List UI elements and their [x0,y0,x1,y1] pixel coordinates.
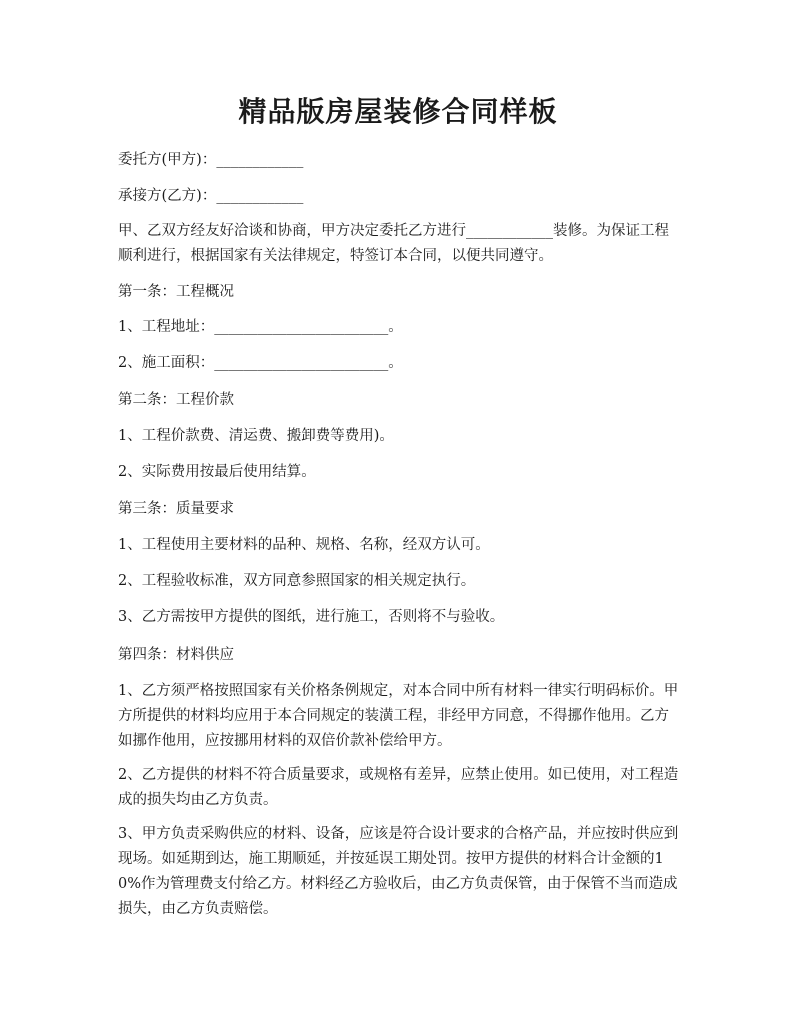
article-3-heading: 第三条：质量要求 [118,501,234,517]
article-2-heading: 第二条：工程价款 [118,392,234,408]
article-1-heading: 第一条：工程概况 [118,284,234,300]
article-1-item-2: 2、施工面积：________________________。 [118,355,403,371]
article-2-item-1: 1、工程价款费、清运费、搬卸费等费用)。 [118,428,394,444]
article-4-heading: 第四条：材料供应 [118,647,234,663]
article-3-item-3: 3、乙方需按甲方提供的图纸，进行施工，否则将不与验收。 [118,609,505,625]
article-1-item-1: 1、工程地址：________________________。 [118,319,403,335]
article-4-item-2: 2、乙方提供的材料不符合质量要求，或规格有差异，应禁止使用。如已使用，对工程造成的损失均由乙方负责。 [118,767,679,808]
article-4-item-1: 1、乙方须严格按照国家有关价格条例规定，对本合同中所有材料一律实行明码标价。甲方所提供的材料均应用于本合同规定的装潢工程，非经甲方同意，不得挪作他用。乙方如挪作他用，应按挪用材料的双倍价款补偿给甲方。 [118,683,679,749]
document-title: 精品版房屋装修合同样板 [238,95,558,128]
article-3-item-1: 1、工程使用主要材料的品种、规格、名称，经双方认可。 [118,537,490,553]
article-4-item-3: 3、甲方负责采购供应的材料、设备，应该是符合设计要求的合格产品，并应按时供应到现场。如延期到达，施工期顺延，并按延误工期处罚。按甲方提供的材料合计金额的10%作为管理费支付给乙方。材料经乙方验收后，由乙方负责保管，由于保管不当而造成损失，由乙方负责赔偿。 [118,826,679,917]
article-3-item-2: 2、工程验收标准，双方同意参照国家的相关规定执行。 [118,573,476,589]
intro-paragraph: 甲、乙双方经友好洽谈和协商，甲方决定委托乙方进行____________装修。为保证工程顺利进行，根据国家有关法律规定，特签订本合同，以便共同遵守。 [118,223,669,264]
party-b-line: 承接方(乙方)：____________ [118,188,304,204]
party-a-line: 委托方(甲方)：____________ [118,152,304,168]
article-2-item-2: 2、实际费用按最后使用结算。 [118,464,316,480]
